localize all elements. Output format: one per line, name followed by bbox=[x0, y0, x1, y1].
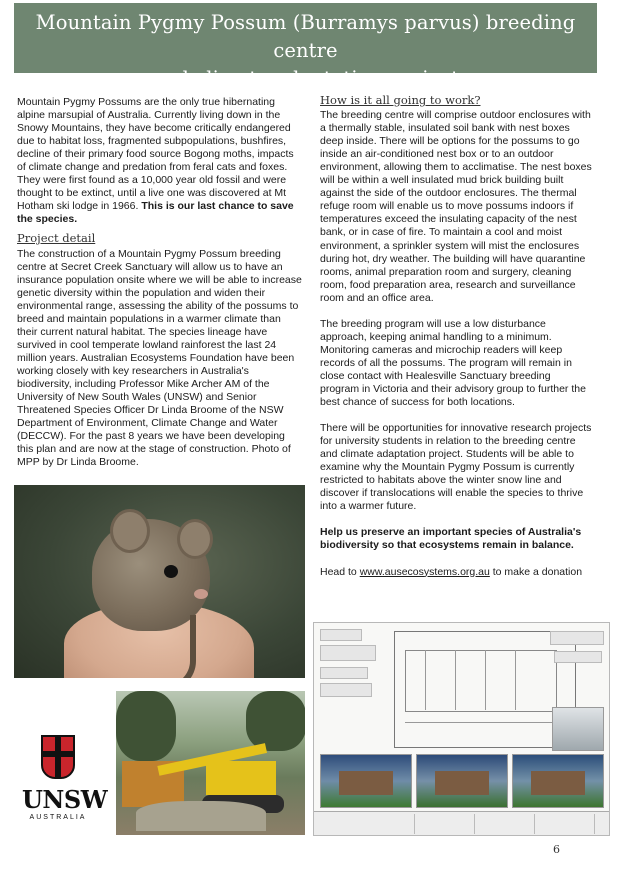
title-block-cell bbox=[354, 814, 415, 834]
plan-wall bbox=[425, 650, 426, 710]
plan-note bbox=[320, 645, 376, 661]
hut-shape bbox=[435, 771, 489, 795]
rocks-shape bbox=[136, 801, 266, 831]
unsw-shield-icon bbox=[41, 735, 75, 779]
how-paragraph-2: The breeding program will use a low disturbance approach, keeping animal handling to a minimum. Monitoring cameras and microchip readers will keep records of all the possums. The program will remain in close contact with Healesville Sanctuary breeding program in Victoria and their advisory group to further the best chance of success for both locations. bbox=[320, 317, 586, 409]
architectural-plan-sheet bbox=[313, 622, 610, 836]
hut-shape bbox=[531, 771, 585, 795]
page-number: 6 bbox=[553, 843, 560, 856]
logo-sub: AUSTRALIA bbox=[29, 814, 87, 821]
intro-paragraph bbox=[17, 96, 304, 226]
title-block-cell bbox=[534, 814, 595, 834]
donate-prefix: Head to bbox=[320, 565, 360, 578]
possum-nose bbox=[194, 589, 208, 599]
plan-note bbox=[320, 667, 368, 679]
intro-text: Mountain Pygmy Possums are the only true hibernating alpine marsupial of Australia. Currently living down in the Snowy Mountains, they have become critically endangered due to habitat loss, fragmented subpopulations, bushfires, decline of their primary food source Bogong moths, impacts of climate change and predation from feral cats and foxes. They were first found as a 10,000 year old fossil and were thought to be extinct, until a live one was discovered at Mt Hotham ski lodge in 1966. bbox=[17, 96, 294, 213]
donate-link[interactable]: www.ausecosystems.org.au bbox=[359, 565, 490, 578]
how-paragraph-1: The breeding centre will comprise outdoor enclosures with a thermally stable, insulated soil bank with nest boxes deep inside. There will be options for the possums to go inside an air-conditioned nest box or to an outdoor environment, allowing them to acclimatise. The nest boxes will be within a well insulated mud brick building built against the side of the outdoor enclosures. The thermal refuge room will enable us to move possums indoors if temperatures exceed the insulating capacity of the nest bank, or in case of fire. To maintain a cool and moist environment, a sprinkler system will mist the enclosures during hot, dry weather. The building will have quarantine rooms, animal preparation room and surgery, cleaning room, food preparation area, research and surveillance room and an office area. bbox=[320, 109, 592, 304]
project-detail-text: The construction of a Mountain Pygmy Possum breeding centre at Secret Creek Sanctuary will allow us to have an insurance population onsite where we will be able to increase genetic diversity within the population and widen their environmental range, assessing the ability of the possums to breed and maintain populations in a warmer climate than their current natural habitat. The species lineage have survived in cool temperate lowland rainforest the last 24 million years. Australian Ecosystems Foundation have been working closely with key researchers in Australia's biodiversity, including Professor Mike Archer AM of the University of New South Wales (UNSW) and Senior Threatened Species Officer Dr Linda Broome of the NSW Department of Environment, Climate Change and Water (DECCW). For the past 8 years we have been developing this plan and are now at the stage of construction. Photo of MPP by Dr Linda Broome. bbox=[17, 247, 302, 469]
possum-ear-left bbox=[110, 509, 150, 553]
project-detail-heading: Project detail bbox=[17, 231, 96, 246]
donate-line bbox=[320, 566, 592, 579]
construction-photo bbox=[116, 691, 305, 835]
title-line-2: and climate adaptation project bbox=[151, 67, 460, 90]
plan-wall bbox=[485, 650, 486, 710]
title-line-1: Mountain Pygmy Possum (Burramys parvus) breeding centre bbox=[35, 11, 576, 62]
plan-note bbox=[320, 629, 362, 641]
floor-plan-inner bbox=[405, 650, 557, 712]
how-paragraph-3: There will be opportunities for innovative research projects for university students in relation to the breeding centre and climate adaptation project. Students will be able to examine why the Mountain Pygmy Possum is currently restricted to habitats above the winter snow line and discover if translocations will enable the species to thrive into a warmer future. bbox=[320, 422, 592, 513]
plan-note bbox=[320, 683, 372, 697]
plan-note bbox=[550, 631, 604, 645]
donate-suffix: to make a donation bbox=[489, 565, 583, 578]
excavator-body bbox=[206, 761, 276, 795]
tree-shape bbox=[246, 691, 305, 751]
logo-name: UNSW bbox=[22, 785, 108, 814]
title-block-cell bbox=[414, 814, 475, 834]
unsw-logo bbox=[22, 735, 108, 821]
plan-note bbox=[554, 651, 602, 663]
how-it-works-heading: How is it all going to work? bbox=[320, 93, 481, 107]
plan-title-block bbox=[314, 811, 609, 836]
title-block-cell bbox=[474, 814, 535, 834]
callout-text bbox=[320, 526, 592, 552]
plan-wall bbox=[515, 650, 516, 710]
plan-dimension bbox=[405, 722, 555, 723]
left-column bbox=[17, 96, 304, 469]
floor-plan-drawing bbox=[394, 631, 576, 748]
possum-tail bbox=[164, 615, 196, 678]
render-roof bbox=[552, 707, 604, 751]
render-view-3 bbox=[512, 754, 604, 808]
plan-wall bbox=[455, 650, 456, 710]
possum-photo bbox=[14, 485, 305, 678]
possum-eye bbox=[164, 565, 178, 578]
hut-shape bbox=[339, 771, 393, 795]
right-column bbox=[320, 94, 592, 579]
title-banner bbox=[14, 3, 597, 90]
render-view-2 bbox=[416, 754, 508, 808]
render-view-1 bbox=[320, 754, 412, 808]
tree-shape bbox=[116, 691, 176, 761]
callout-bold: Help us preserve an important species of Australia's biodiversity so that ecosystems remain in balance. bbox=[320, 526, 582, 552]
intro-bold-text: This is our last chance to save the species. bbox=[17, 200, 294, 226]
possum-ear-right bbox=[177, 519, 213, 559]
